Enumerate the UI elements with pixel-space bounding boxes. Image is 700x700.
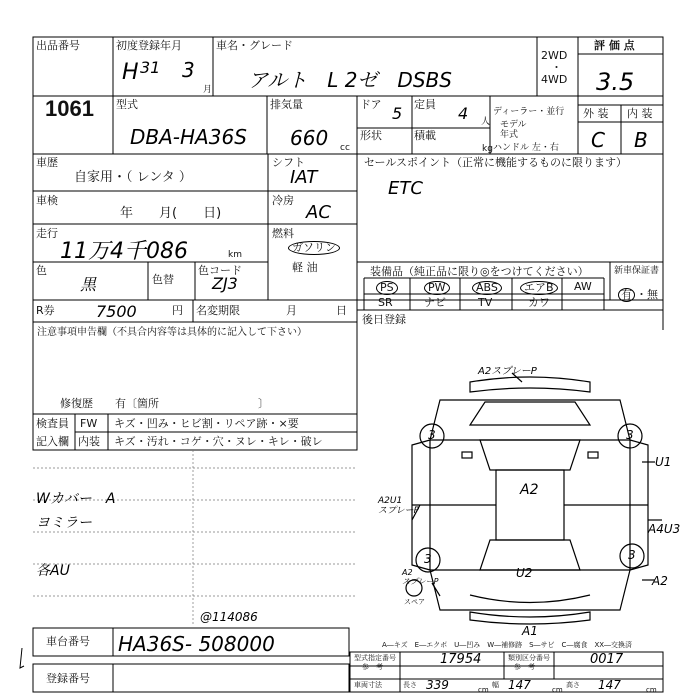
equipment-sr: SR <box>378 296 393 309</box>
name-change-expiry-label: 名変期限 <box>196 304 240 317</box>
length-value: 339 <box>426 678 449 692</box>
equipment-pw: PW <box>424 281 450 295</box>
equipment-label: 装備品（純正品に限り◎をつけてください） <box>370 265 589 278</box>
handle-label: ハンドル 左・右 <box>493 143 559 153</box>
registration-number-label: 登録番号 <box>46 672 90 685</box>
notice-label: 注意事項申告欄（不具合内容等は具体的に記入して下さい） <box>37 327 307 338</box>
exterior-label: 外 装 <box>583 107 609 120</box>
equipment-tv: TV <box>478 296 493 309</box>
mark-right-bottom: A2 <box>652 574 668 588</box>
length-label: 長さ <box>403 681 417 689</box>
after-registration-label: 後日登録 <box>362 313 406 326</box>
interior-entry-label: 内装 <box>78 435 100 448</box>
type-designation-value: 17954 <box>440 652 482 667</box>
warranty-no: ・無 <box>636 288 658 301</box>
displacement-unit: cc <box>340 143 350 153</box>
lot-number-label: 出品番号 <box>36 39 80 52</box>
score-label: 評 価 点 <box>594 39 635 52</box>
interior-legend: キズ・汚れ・コゲ・穴・ヌレ・キレ・破レ <box>114 435 323 448</box>
seats-value: 4 <box>458 104 469 123</box>
recycle-label: R券 <box>36 304 55 317</box>
seats-unit: 人 <box>481 117 491 127</box>
warranty-yes: 有 <box>618 288 635 302</box>
spare-label: スペア <box>404 598 425 606</box>
shift-label: シフト <box>272 156 305 169</box>
color-code-value: ZJ3 <box>212 274 238 293</box>
load-unit: kg <box>482 144 493 154</box>
diagram-legend: A―キズ E―エクボ U―凹み W―補修跡 S―サビ C―腐食 XX―交換済 <box>382 641 633 649</box>
length-unit: cm <box>478 686 489 694</box>
note-number: @114086 <box>200 610 258 624</box>
expiry-day-unit: 日 <box>336 304 347 317</box>
width-value: 147 <box>508 678 531 692</box>
first-registration-label: 初度登録年月 <box>116 39 182 52</box>
recycle-value: 7500 <box>96 302 137 321</box>
equipment-airbag: エアB <box>520 281 558 295</box>
color-label: 色 <box>36 264 47 277</box>
width-label: 幅 <box>492 681 499 689</box>
fuel-gasoline: ガソリン <box>288 241 340 255</box>
shape-label: 形状 <box>360 129 382 142</box>
score-value: 3.5 <box>596 68 635 96</box>
first-registration-era: H <box>122 60 139 85</box>
mark-rear: A1 <box>522 624 538 638</box>
note-mirror: ヨミラー <box>36 515 92 531</box>
tire-rear-right: 3 <box>628 548 636 562</box>
aircon-label: 冷房 <box>272 194 294 207</box>
height-unit: cm <box>646 686 657 694</box>
entry-label: 記入欄 <box>36 435 69 448</box>
height-value: 147 <box>598 678 621 692</box>
model-year-label: モデル 年式 <box>500 120 527 140</box>
equipment-aw: AW <box>574 280 592 293</box>
tire-front-right: 3 <box>626 428 634 442</box>
lot-number: 1061 <box>45 96 94 121</box>
model-label: 型式 <box>116 98 138 111</box>
repair-history: 修復歴 有〔箇所 〕 <box>60 397 269 410</box>
shift-value: IAT <box>290 167 318 188</box>
car-name-value: アルト L 2ゼ DSBS <box>248 68 452 92</box>
equipment-leather: カワ <box>528 296 550 309</box>
load-label: 積載 <box>414 129 436 142</box>
warranty-label: 新車保証書 <box>614 266 660 276</box>
classification-value: 0017 <box>590 652 624 667</box>
classification-label: 類別区分番号 <box>508 654 550 662</box>
inspection-label: 車検 <box>36 194 58 207</box>
sales-point-label: セールスポイント（正常に機能するものに限ります） <box>364 156 628 169</box>
tire-rear-left: 3 <box>424 552 432 566</box>
mark-center-roof: A2 <box>520 482 539 498</box>
drive-4wd: 4WD <box>541 73 568 86</box>
mark-right-mid: A4U3 <box>648 522 681 536</box>
inspection-value: 年 月( 日) <box>120 206 222 221</box>
type-designation-sub: 参 考 <box>362 663 383 671</box>
mileage-value: 11万4千086 <box>60 239 188 264</box>
door-value: 5 <box>392 104 403 123</box>
equipment-abs: ABS <box>472 281 502 295</box>
month-unit: 月 <box>203 85 213 95</box>
color-value: 黒 <box>80 275 97 294</box>
car-name-label: 車名・グレード <box>216 39 293 52</box>
model-value: DBA-HA36S <box>130 125 247 149</box>
exterior-legend: キズ・凹み・ヒビ割・リペア跡・×要 <box>114 417 299 430</box>
drive-separator: ・ <box>551 61 562 74</box>
type-designation-label: 型式指定番号 <box>354 654 396 662</box>
fuel-diesel: 軽 油 <box>292 261 318 274</box>
note-wiper-cover: Wカバー A <box>36 491 116 507</box>
exterior-grade: C <box>591 128 605 152</box>
displacement-label: 排気量 <box>270 98 303 111</box>
interior-grade: B <box>634 128 648 152</box>
repaint-label: 色替 <box>152 273 174 286</box>
chassis-number-value: HA36S- 508000 <box>118 632 275 656</box>
inspector-label: 検査員 <box>36 417 69 430</box>
mark-left-bottom: A2 スプレーP <box>402 568 439 586</box>
classification-sub: 参 考 <box>514 663 535 671</box>
mark-center-rear: U2 <box>516 566 533 580</box>
equipment-navi: ナビ <box>424 296 446 309</box>
mileage-unit: km <box>228 250 242 260</box>
first-registration-month: 3 <box>182 58 195 82</box>
tire-front-left: 3 <box>428 428 436 442</box>
recycle-unit: 円 <box>172 304 183 317</box>
door-label: ドア <box>360 98 382 111</box>
mark-right-top: U1 <box>655 455 672 469</box>
expiry-month-unit: 月 <box>286 304 297 317</box>
dealer-label: ディーラー・並行 <box>493 107 565 117</box>
history-label: 車歴 <box>36 156 58 169</box>
note-au: 各AU <box>36 563 70 579</box>
fuel-label: 燃料 <box>272 227 294 240</box>
chassis-number-label: 車台番号 <box>46 635 90 648</box>
drive-2wd: 2WD <box>541 49 568 62</box>
mark-front: A2スプレーP <box>478 366 537 377</box>
seats-label: 定員 <box>414 98 436 111</box>
height-label: 高さ <box>566 681 580 689</box>
dimensions-label: 車両寸法 <box>354 681 382 689</box>
history-value: 自家用・（ レンタ ） <box>74 170 192 185</box>
sales-point-value: ETC <box>388 178 423 199</box>
color-code-label: 色コード <box>198 264 242 277</box>
equipment-ps: PS <box>376 281 398 295</box>
mileage-label: 走行 <box>36 227 58 240</box>
mark-left-mid: A2U1 スプレーP <box>378 496 420 516</box>
first-registration-year: 31 <box>140 58 161 77</box>
interior-label: 内 装 <box>627 107 653 120</box>
width-unit: cm <box>552 686 563 694</box>
fw-label: FW <box>80 417 98 430</box>
displacement-value: 660 <box>290 126 329 150</box>
aircon-value: AC <box>306 202 331 223</box>
